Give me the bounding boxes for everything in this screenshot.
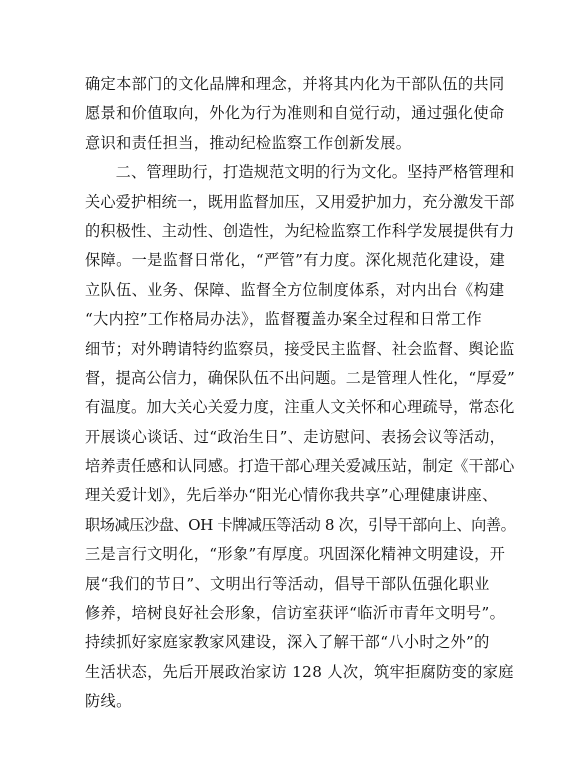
text-line: 细节；对外聘请特约监察员，接受民主监督、社会监督、舆论监 [85,339,515,358]
text-line: 立队伍、业务、保障、监督全方位制度体系，对内出台《构建 [85,280,505,299]
text-line: 的积极性、主动性、创造性，为纪检监察工作科学发展提供有力 [85,221,515,240]
text-line: 愿景和价值取向，外化为行为准则和自觉行动，通过强化使命 [85,104,505,123]
text-line: 生活状态，先后开展政治家访 128 人次，筑牢拒腐防变的家庭 [85,662,514,681]
text-line: 二、管理助行，打造规范文明的行为文化。坚持严格管理和 [85,163,515,182]
text-line: 有温度。加大关心关爱力度，注重人文关怀和心理疏导，常态化 [85,398,515,417]
text-line: 理关爱计划》，先后举办“阳光心情你我共享”心理健康讲座、 [85,486,498,505]
text-line: “大内控”工作格局办法》，监督覆盖办案全过程和日常工作 [85,310,483,329]
text-line: 督，提高公信力，确保队伍不出问题。二是管理人性化，“厚爱” [85,368,515,387]
text-line: 开展谈心谈话、过“政治生日”、走访慰问、表扬会议等活动， [85,427,506,446]
text-line: 确定本部门的文化品牌和理念，并将其内化为干部队伍的共同 [85,75,505,93]
text-line: 防线。 [85,692,132,711]
text-line: 职场减压沙盘、OH 卡牌减压等活动 8 次，引导干部向上、向善。 [85,515,516,534]
text-line: 持续抓好家庭家教家风建设，深入了解干部“八小时之外”的 [85,633,490,652]
text-line: 意识和责任担当，推动纪检监察工作创新发展。 [85,133,412,152]
body-text [85,70,515,717]
text-line: 保障。一是监督日常化，“严管”有力度。深化规范化建设，建 [85,251,506,270]
text-line: 修养，培树良好社会形象，信访室获评“临沂市青年文明号”。 [85,604,506,623]
text-line: 培养责任感和认同感。打造干部心理关爱减压站，制定《干部心 [85,457,515,476]
text-line: 三是言行文明化，“形象”有厚度。巩固深化精神文明建设，开 [85,545,506,564]
text-line: 关心爱护相统一，既用监督加压，又用爱护加力，充分激发干部 [85,192,515,211]
text-line: 展“我们的节日”、文明出行等活动，倡导干部队伍强化职业 [85,574,490,593]
